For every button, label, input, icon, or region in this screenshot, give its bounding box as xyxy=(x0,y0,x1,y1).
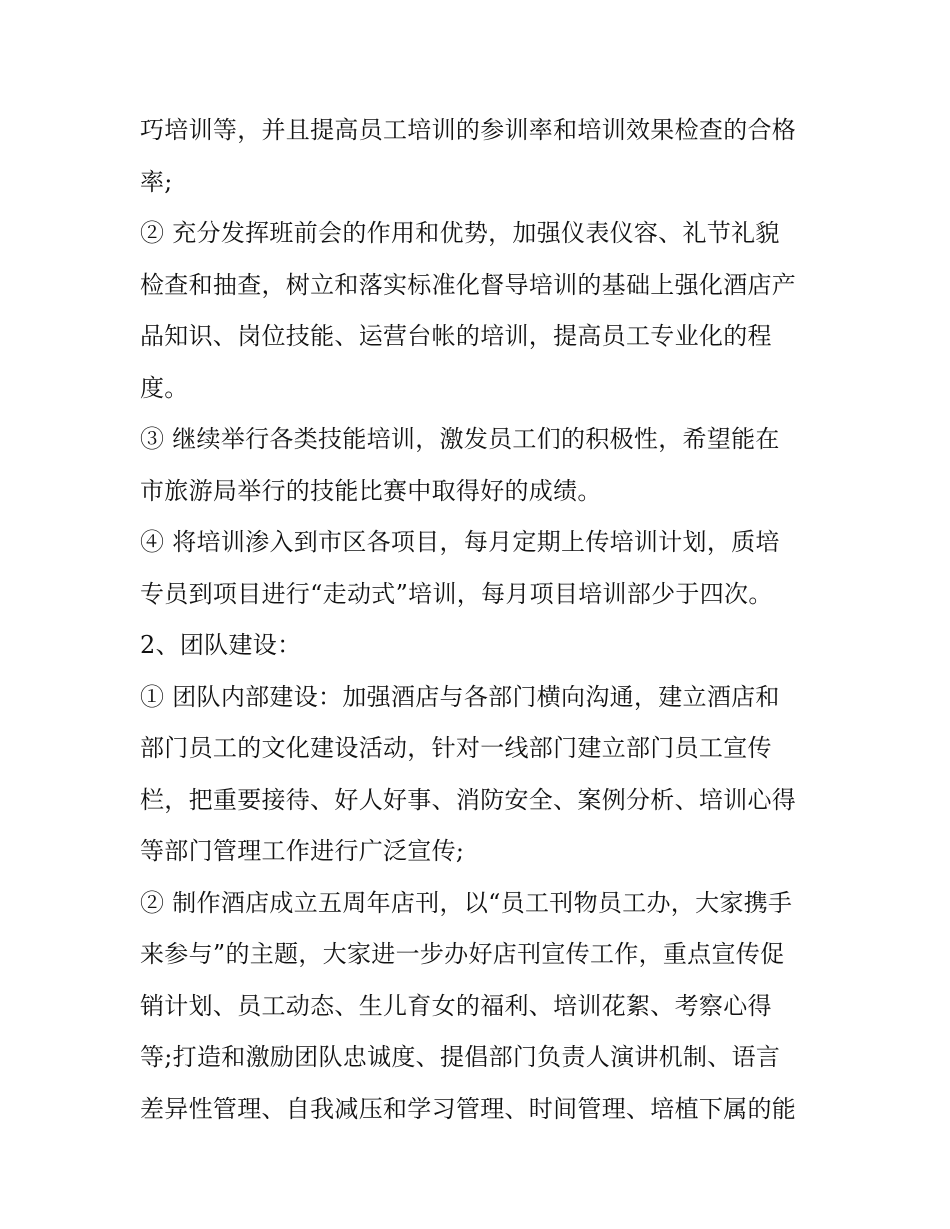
text-line: 品知识、岗位技能、运营台帐的培训，提高员工专业化的程 xyxy=(140,322,772,350)
text-line: 来参与”的主题，大家进一步办好店刊宣传工作，重点宣传促 xyxy=(140,940,785,968)
text-line: 栏，把重要接待、好人好事、消防安全、案例分析、培训心得 xyxy=(140,785,797,814)
text-line: 巧培训等，并且提高员工培训的参训率和培训效果检查的合格 xyxy=(140,116,797,144)
text-line: ② 制作酒店成立五周年店刊，以“员工刊物员工办，大家携手 xyxy=(140,888,793,917)
text-line: 度。 xyxy=(140,373,189,402)
section-heading: 2、团队建设： xyxy=(140,631,302,659)
text-line: 率; xyxy=(140,167,173,196)
text-line: ④ 将培训渗入到市区各项目，每月定期上传培训计划，质培 xyxy=(140,528,780,556)
text-line: 市旅游局举行的技能比赛中取得好的成绩。 xyxy=(140,476,602,505)
text-line: 等部门管理工作进行广泛宣传; xyxy=(140,837,465,865)
document-body xyxy=(140,105,815,1135)
text-line: 检查和抽查，树立和落实标准化督导培训的基础上强化酒店产 xyxy=(140,270,797,299)
text-line: 部门员工的文化建设活动，针对一线部门建立部门员工宣传 xyxy=(140,734,772,762)
text-line: ① 团队内部建设：加强酒店与各部门横向沟通，建立酒店和 xyxy=(140,682,780,711)
text-line: ② 充分发挥班前会的作用和优势，加强仪表仪容、礼节礼貌 xyxy=(140,219,780,247)
text-line: ③ 继续举行各类技能培训，激发员工们的积极性，希望能在 xyxy=(140,425,780,453)
text-line: 等;打造和激励团队忠诚度、提倡部门负责人演讲机制、语言 xyxy=(140,1043,781,1071)
text-line: 专员到项目进行“走动式”培训，每月项目培训部少于四次。 xyxy=(140,579,773,608)
text-line: 差异性管理、自我减压和学习管理、时间管理、培植下属的能 xyxy=(140,1094,797,1123)
text-line: 销计划、员工动态、生儿育女的福利、培训花絮、考察心得 xyxy=(140,991,772,1020)
